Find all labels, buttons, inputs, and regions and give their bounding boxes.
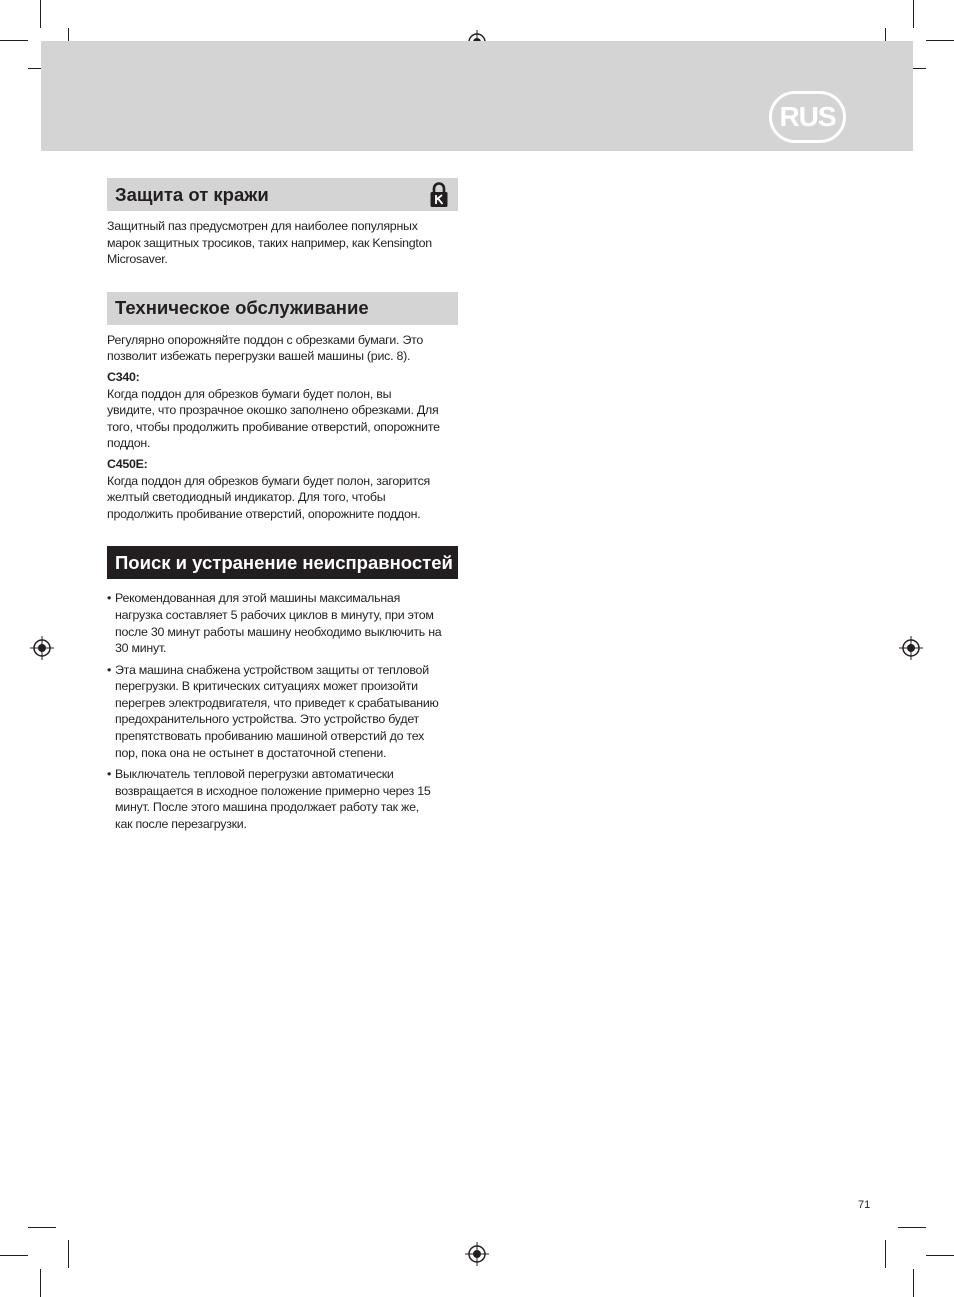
model-label: C340:: [107, 369, 140, 384]
list-line: предохранительного устройства. Это устройство будет: [115, 712, 419, 727]
page-number: 71: [858, 1199, 871, 1211]
list-line: перегрев электродвигателя, что приведет к срабатыванию: [115, 695, 439, 710]
content-column: [107, 178, 458, 838]
crop-mark: [913, 0, 914, 28]
model-label: C450E:: [107, 456, 148, 471]
crop-mark: [28, 1227, 56, 1228]
registration-mark-icon: [30, 636, 54, 660]
crop-mark: [68, 1240, 69, 1268]
list-item: [107, 590, 458, 656]
section-header-maintenance: [107, 292, 458, 325]
list-item: [107, 766, 458, 832]
crop-mark: [926, 40, 954, 41]
body-text: Защитный паз предусмотрен для наиболее популярных: [107, 219, 418, 233]
section-header-troubleshooting: [107, 546, 458, 579]
body-text: позволит избежать перегрузки вашей машины (рис. 8).: [107, 349, 411, 364]
body-text: Когда поддон для обрезков бумаги будет полон, загорится: [107, 473, 431, 488]
crop-mark: [0, 40, 28, 41]
registration-mark-icon: [899, 636, 923, 660]
section-header-theft: [107, 178, 458, 211]
crop-mark: [40, 0, 41, 28]
list-line: перегрузки. В критических ситуациях может произойти: [115, 679, 418, 694]
list-line: 30 минут.: [115, 641, 167, 656]
section-title: Поиск и устранение неисправностей: [115, 551, 453, 573]
bullet: •: [107, 662, 112, 677]
body-text: продолжить пробивание отверстий, опорожните поддон.: [107, 506, 421, 521]
bullet: •: [107, 767, 112, 782]
crop-mark: [40, 1269, 41, 1297]
kensington-lock-icon: [429, 182, 449, 208]
section-title: Техническое обслуживание: [115, 297, 369, 319]
crop-mark: [926, 1255, 954, 1256]
list-line: возвращается в исходное положение примерно через 15: [115, 783, 431, 798]
language-badge: RUS: [769, 91, 846, 143]
crop-mark: [913, 1269, 914, 1297]
body-text: увидите, что прозрачное окошко заполнено обрезками. Для: [107, 403, 439, 418]
body-text: марок защитных тросиков, таких например, как Kensington: [107, 235, 432, 250]
crop-mark: [898, 1227, 926, 1228]
body-text: Регулярно опорожняйте поддон с обрезками бумаги. Это: [107, 332, 424, 347]
section-title: Защита от кражи: [115, 183, 269, 205]
bullet: •: [107, 591, 112, 606]
list-line: Выключатель тепловой перегрузки автоматически: [115, 767, 394, 782]
registration-mark-icon: [465, 1242, 489, 1266]
body-text: поддон.: [107, 436, 151, 451]
list-line: пор, пока она не остынет в достаточной степени.: [115, 745, 387, 760]
list-line: минут. После этого машина продолжает работу так же,: [115, 800, 419, 815]
list-line: как после перезагрузки.: [115, 817, 247, 832]
list-line: после 30 минут работы машину необходимо выключить на: [115, 624, 442, 639]
list-line: Рекомендованная для этой машины максимальная: [115, 591, 401, 606]
list-item: [107, 662, 458, 762]
body-text: Microsaver.: [107, 252, 168, 267]
list-line: нагрузка составляет 5 рабочих циклов в минуту, при этом: [115, 607, 434, 622]
troubleshooting-list: [107, 590, 458, 832]
body-text: того, чтобы продолжить пробивание отверстий, опорожните: [107, 419, 440, 434]
list-line: препятствовать пробиванию машиной отверстий до тех: [115, 729, 425, 744]
body-text: Когда поддон для обрезков бумаги будет полон, вы: [107, 386, 392, 401]
crop-mark: [0, 1255, 28, 1256]
body-text: желтый светодиодный индикатор. Для того, чтобы: [107, 490, 386, 505]
list-line: Эта машина снабжена устройством защиты от тепловой: [115, 662, 429, 677]
crop-mark: [885, 1240, 886, 1268]
